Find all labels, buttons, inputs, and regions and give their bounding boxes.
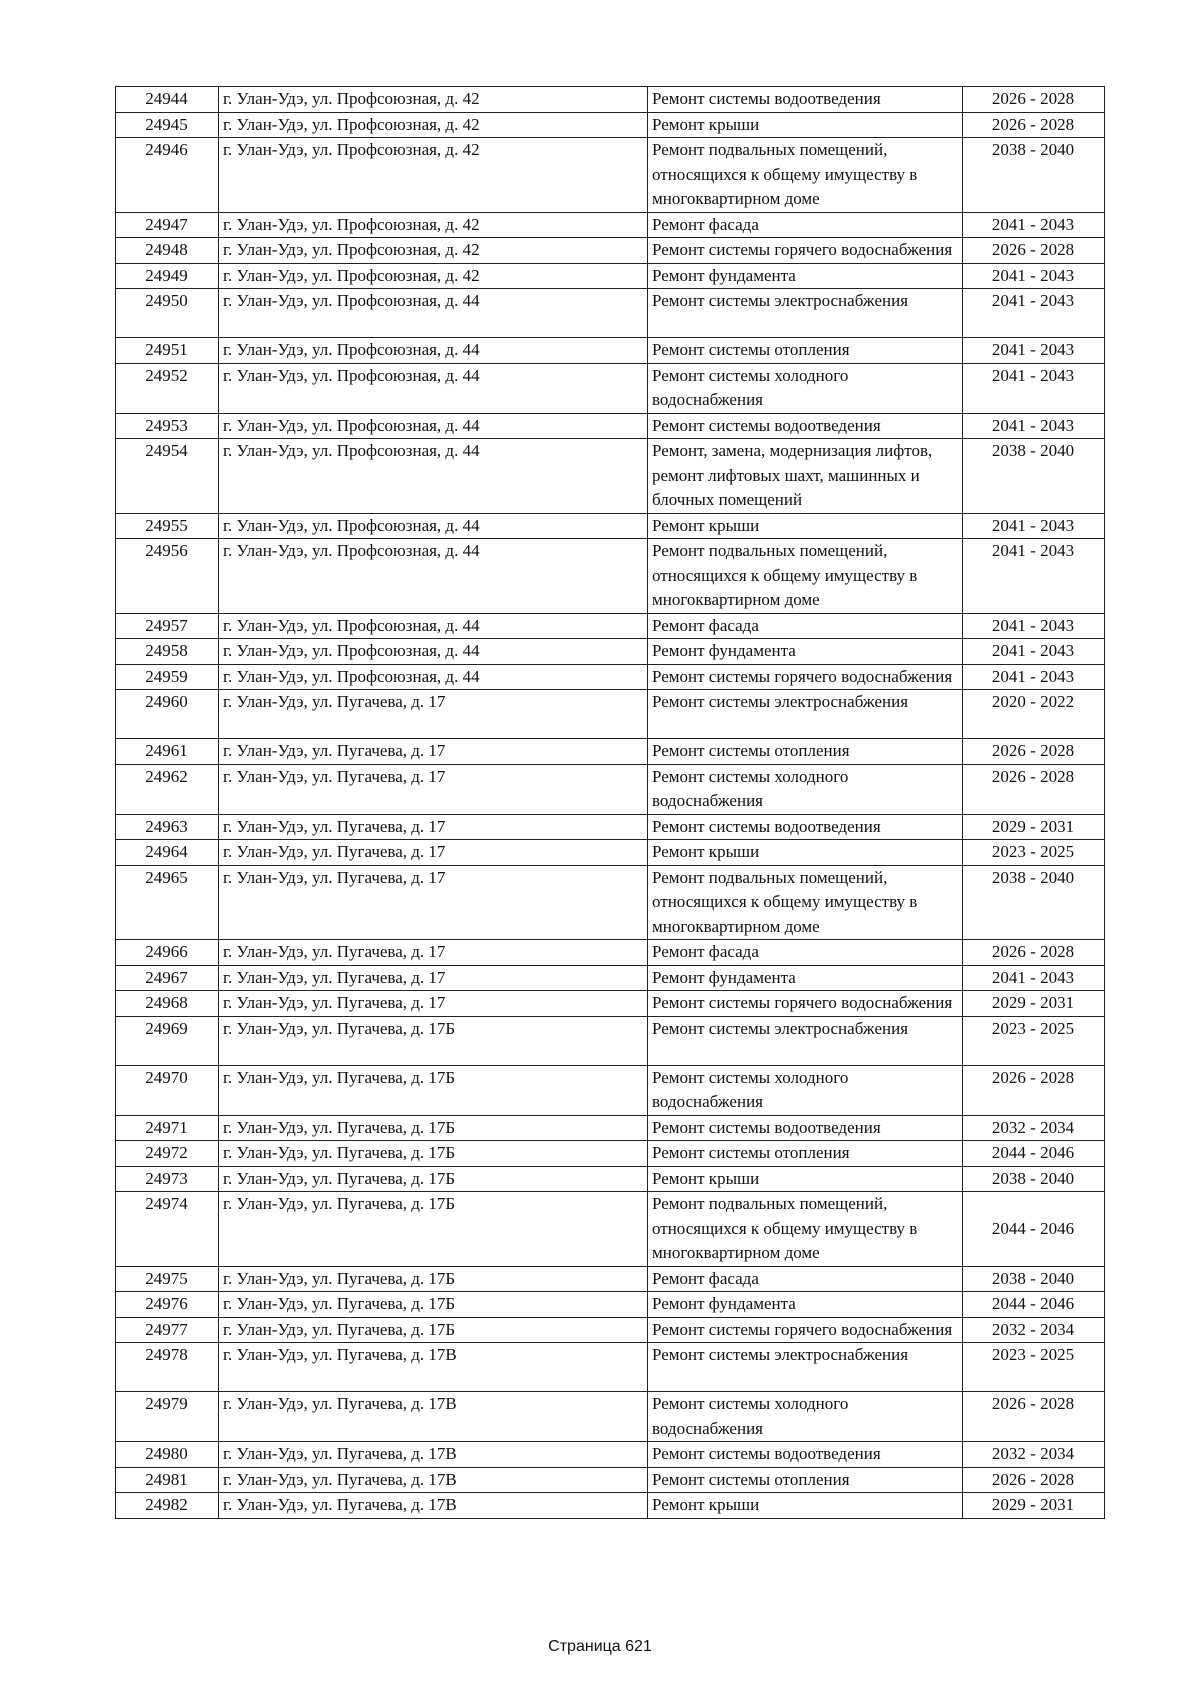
row-id-cell: 24973 <box>116 1166 219 1192</box>
row-id-cell: 24971 <box>116 1115 219 1141</box>
years-cell: 2026 - 2028 <box>963 940 1105 966</box>
address-cell: г. Улан-Удэ, ул. Профсоюзная, д. 42 <box>219 112 648 138</box>
work-type-cell: Ремонт системы электроснабжения <box>648 289 963 338</box>
row-id-cell: 24965 <box>116 865 219 940</box>
table-row <box>116 1467 1105 1493</box>
years-cell: 2041 - 2043 <box>963 664 1105 690</box>
years-cell: 2026 - 2028 <box>963 739 1105 765</box>
row-id-cell: 24967 <box>116 965 219 991</box>
address-cell: г. Улан-Удэ, ул. Профсоюзная, д. 42 <box>219 87 648 113</box>
work-type-cell: Ремонт подвальных помещений, относящихся к общему имуществу в многоквартирном доме <box>648 1192 963 1267</box>
years-cell: 2020 - 2022 <box>963 690 1105 739</box>
work-type-cell: Ремонт подвальных помещений, относящихся к общему имуществу в многоквартирном доме <box>648 138 963 213</box>
table-row <box>116 338 1105 364</box>
address-cell: г. Улан-Удэ, ул. Профсоюзная, д. 44 <box>219 513 648 539</box>
address-cell: г. Улан-Удэ, ул. Пугачева, д. 17 <box>219 739 648 765</box>
row-id-cell: 24974 <box>116 1192 219 1267</box>
row-id-cell: 24966 <box>116 940 219 966</box>
table-row <box>116 1016 1105 1065</box>
address-cell: г. Улан-Удэ, ул. Пугачева, д. 17В <box>219 1467 648 1493</box>
work-type-cell: Ремонт фасада <box>648 613 963 639</box>
row-id-cell: 24951 <box>116 338 219 364</box>
address-cell: г. Улан-Удэ, ул. Пугачева, д. 17В <box>219 1442 648 1468</box>
work-type-cell: Ремонт, замена, модернизация лифтов, ремонт лифтовых шахт, машинных и блочных помещений <box>648 439 963 514</box>
years-cell: 2041 - 2043 <box>963 513 1105 539</box>
years-cell: 2023 - 2025 <box>963 1016 1105 1065</box>
row-id-cell: 24948 <box>116 238 219 264</box>
table-row <box>116 289 1105 338</box>
table-row <box>116 238 1105 264</box>
table-row <box>116 1065 1105 1115</box>
work-type-cell: Ремонт системы водоотведения <box>648 87 963 113</box>
row-id-cell: 24952 <box>116 363 219 413</box>
years-cell: 2041 - 2043 <box>963 613 1105 639</box>
address-cell: г. Улан-Удэ, ул. Пугачева, д. 17 <box>219 690 648 739</box>
work-type-cell: Ремонт системы горячего водоснабжения <box>648 664 963 690</box>
address-cell: г. Улан-Удэ, ул. Пугачева, д. 17В <box>219 1343 648 1392</box>
row-id-cell: 24956 <box>116 539 219 614</box>
row-id-cell: 24979 <box>116 1392 219 1442</box>
row-id-cell: 24976 <box>116 1292 219 1318</box>
table-row <box>116 814 1105 840</box>
page-number: Страница 621 <box>548 1638 652 1655</box>
work-type-cell: Ремонт крыши <box>648 112 963 138</box>
address-cell: г. Улан-Удэ, ул. Профсоюзная, д. 44 <box>219 289 648 338</box>
repair-schedule-table <box>115 86 1105 1519</box>
work-type-cell: Ремонт фундамента <box>648 263 963 289</box>
years-cell: 2041 - 2043 <box>963 639 1105 665</box>
years-cell: 2041 - 2043 <box>963 539 1105 614</box>
years-cell: 2026 - 2028 <box>963 1392 1105 1442</box>
work-type-cell: Ремонт крыши <box>648 513 963 539</box>
address-cell: г. Улан-Удэ, ул. Пугачева, д. 17Б <box>219 1292 648 1318</box>
years-cell: 2029 - 2031 <box>963 814 1105 840</box>
work-type-cell: Ремонт фундамента <box>648 1292 963 1318</box>
years-cell: 2041 - 2043 <box>963 338 1105 364</box>
address-cell: г. Улан-Удэ, ул. Пугачева, д. 17Б <box>219 1166 648 1192</box>
table-row <box>116 112 1105 138</box>
work-type-cell: Ремонт крыши <box>648 840 963 866</box>
address-cell: г. Улан-Удэ, ул. Пугачева, д. 17Б <box>219 1115 648 1141</box>
work-type-cell: Ремонт системы отопления <box>648 1467 963 1493</box>
work-type-cell: Ремонт системы холодного водоснабжения <box>648 1065 963 1115</box>
table-row <box>116 664 1105 690</box>
address-cell: г. Улан-Удэ, ул. Пугачева, д. 17Б <box>219 1317 648 1343</box>
work-type-cell: Ремонт системы электроснабжения <box>648 1343 963 1392</box>
row-id-cell: 24970 <box>116 1065 219 1115</box>
table-row <box>116 1317 1105 1343</box>
years-cell: 2038 - 2040 <box>963 439 1105 514</box>
work-type-cell: Ремонт системы водоотведения <box>648 1442 963 1468</box>
table-row <box>116 87 1105 113</box>
table-row <box>116 764 1105 814</box>
work-type-cell: Ремонт системы горячего водоснабжения <box>648 1317 963 1343</box>
row-id-cell: 24977 <box>116 1317 219 1343</box>
row-id-cell: 24972 <box>116 1141 219 1167</box>
work-type-cell: Ремонт системы электроснабжения <box>648 690 963 739</box>
address-cell: г. Улан-Удэ, ул. Профсоюзная, д. 42 <box>219 238 648 264</box>
table-row <box>116 539 1105 614</box>
row-id-cell: 24981 <box>116 1467 219 1493</box>
table-row <box>116 513 1105 539</box>
work-type-cell: Ремонт системы горячего водоснабжения <box>648 238 963 264</box>
table-row <box>116 639 1105 665</box>
row-id-cell: 24961 <box>116 739 219 765</box>
address-cell: г. Улан-Удэ, ул. Пугачева, д. 17 <box>219 840 648 866</box>
row-id-cell: 24964 <box>116 840 219 866</box>
row-id-cell: 24957 <box>116 613 219 639</box>
work-type-cell: Ремонт крыши <box>648 1493 963 1519</box>
row-id-cell: 24962 <box>116 764 219 814</box>
years-cell: 2026 - 2028 <box>963 1065 1105 1115</box>
row-id-cell: 24982 <box>116 1493 219 1519</box>
table-row <box>116 840 1105 866</box>
row-id-cell: 24968 <box>116 991 219 1017</box>
work-type-cell: Ремонт фундамента <box>648 965 963 991</box>
row-id-cell: 24980 <box>116 1442 219 1468</box>
years-cell: 2026 - 2028 <box>963 1467 1105 1493</box>
work-type-cell: Ремонт фундамента <box>648 639 963 665</box>
years-cell: 2023 - 2025 <box>963 840 1105 866</box>
address-cell: г. Улан-Удэ, ул. Пугачева, д. 17 <box>219 991 648 1017</box>
work-type-cell: Ремонт системы холодного водоснабжения <box>648 363 963 413</box>
work-type-cell: Ремонт системы отопления <box>648 739 963 765</box>
table-row <box>116 1292 1105 1318</box>
work-type-cell: Ремонт подвальных помещений, относящихся к общему имуществу в многоквартирном доме <box>648 865 963 940</box>
table-row <box>116 363 1105 413</box>
table-row <box>116 690 1105 739</box>
work-type-cell: Ремонт подвальных помещений, относящихся к общему имуществу в многоквартирном доме <box>648 539 963 614</box>
address-cell: г. Улан-Удэ, ул. Пугачева, д. 17В <box>219 1392 648 1442</box>
address-cell: г. Улан-Удэ, ул. Профсоюзная, д. 44 <box>219 664 648 690</box>
years-cell: 2032 - 2034 <box>963 1442 1105 1468</box>
years-cell: 2038 - 2040 <box>963 138 1105 213</box>
row-id-cell: 24969 <box>116 1016 219 1065</box>
years-cell: 2029 - 2031 <box>963 991 1105 1017</box>
work-type-cell: Ремонт системы водоотведения <box>648 413 963 439</box>
address-cell: г. Улан-Удэ, ул. Пугачева, д. 17 <box>219 965 648 991</box>
years-cell: 2026 - 2028 <box>963 112 1105 138</box>
address-cell: г. Улан-Удэ, ул. Профсоюзная, д. 44 <box>219 539 648 614</box>
table-row <box>116 991 1105 1017</box>
row-id-cell: 24944 <box>116 87 219 113</box>
table-row <box>116 1141 1105 1167</box>
table-row <box>116 965 1105 991</box>
address-cell: г. Улан-Удэ, ул. Пугачева, д. 17Б <box>219 1065 648 1115</box>
table-row <box>116 263 1105 289</box>
work-type-cell: Ремонт системы водоотведения <box>648 1115 963 1141</box>
table-row <box>116 212 1105 238</box>
work-type-cell: Ремонт системы отопления <box>648 1141 963 1167</box>
address-cell: г. Улан-Удэ, ул. Пугачева, д. 17 <box>219 764 648 814</box>
years-cell: 2041 - 2043 <box>963 289 1105 338</box>
years-cell: 2023 - 2025 <box>963 1343 1105 1392</box>
row-id-cell: 24949 <box>116 263 219 289</box>
years-cell: 2041 - 2043 <box>963 212 1105 238</box>
years-cell: 2041 - 2043 <box>963 363 1105 413</box>
table-row <box>116 1192 1105 1267</box>
table-row <box>116 439 1105 514</box>
years-cell: 2041 - 2043 <box>963 263 1105 289</box>
address-cell: г. Улан-Удэ, ул. Профсоюзная, д. 44 <box>219 338 648 364</box>
table-row <box>116 1343 1105 1392</box>
years-cell: 2032 - 2034 <box>963 1317 1105 1343</box>
years-cell: 2041 - 2043 <box>963 965 1105 991</box>
years-cell: 2026 - 2028 <box>963 87 1105 113</box>
row-id-cell: 24959 <box>116 664 219 690</box>
years-cell: 2029 - 2031 <box>963 1493 1105 1519</box>
address-cell: г. Улан-Удэ, ул. Профсоюзная, д. 44 <box>219 413 648 439</box>
table-row <box>116 1493 1105 1519</box>
work-type-cell: Ремонт системы отопления <box>648 338 963 364</box>
work-type-cell: Ремонт системы водоотведения <box>648 814 963 840</box>
address-cell: г. Улан-Удэ, ул. Профсоюзная, д. 42 <box>219 138 648 213</box>
table-row <box>116 1442 1105 1468</box>
table-row <box>116 739 1105 765</box>
table-row <box>116 1392 1105 1442</box>
row-id-cell: 24953 <box>116 413 219 439</box>
address-cell: г. Улан-Удэ, ул. Профсоюзная, д. 44 <box>219 363 648 413</box>
row-id-cell: 24947 <box>116 212 219 238</box>
years-cell: 2044 - 2046 <box>963 1292 1105 1318</box>
address-cell: г. Улан-Удэ, ул. Пугачева, д. 17 <box>219 940 648 966</box>
address-cell: г. Улан-Удэ, ул. Профсоюзная, д. 44 <box>219 439 648 514</box>
table-row <box>116 413 1105 439</box>
years-cell: 2026 - 2028 <box>963 764 1105 814</box>
address-cell: г. Улан-Удэ, ул. Пугачева, д. 17Б <box>219 1141 648 1167</box>
address-cell: г. Улан-Удэ, ул. Пугачева, д. 17Б <box>219 1266 648 1292</box>
row-id-cell: 24946 <box>116 138 219 213</box>
table-row <box>116 1115 1105 1141</box>
row-id-cell: 24963 <box>116 814 219 840</box>
row-id-cell: 24958 <box>116 639 219 665</box>
row-id-cell: 24975 <box>116 1266 219 1292</box>
years-cell: 2032 - 2034 <box>963 1115 1105 1141</box>
row-id-cell: 24955 <box>116 513 219 539</box>
work-type-cell: Ремонт системы холодного водоснабжения <box>648 764 963 814</box>
row-id-cell: 24960 <box>116 690 219 739</box>
row-id-cell: 24954 <box>116 439 219 514</box>
table-row <box>116 940 1105 966</box>
years-cell: 2044 - 2046 <box>963 1141 1105 1167</box>
table-row <box>116 138 1105 213</box>
years-cell: 2041 - 2043 <box>963 413 1105 439</box>
row-id-cell: 24978 <box>116 1343 219 1392</box>
address-cell: г. Улан-Удэ, ул. Профсоюзная, д. 44 <box>219 639 648 665</box>
years-cell: 2044 - 2046 <box>963 1192 1105 1267</box>
table-row <box>116 1166 1105 1192</box>
row-id-cell: 24950 <box>116 289 219 338</box>
work-type-cell: Ремонт системы электроснабжения <box>648 1016 963 1065</box>
row-id-cell: 24945 <box>116 112 219 138</box>
work-type-cell: Ремонт фасада <box>648 1266 963 1292</box>
table-row <box>116 1266 1105 1292</box>
address-cell: г. Улан-Удэ, ул. Пугачева, д. 17Б <box>219 1192 648 1267</box>
work-type-cell: Ремонт системы горячего водоснабжения <box>648 991 963 1017</box>
table-body <box>116 87 1105 1519</box>
address-cell: г. Улан-Удэ, ул. Пугачева, д. 17 <box>219 814 648 840</box>
address-cell: г. Улан-Удэ, ул. Пугачева, д. 17 <box>219 865 648 940</box>
address-cell: г. Улан-Удэ, ул. Профсоюзная, д. 44 <box>219 613 648 639</box>
work-type-cell: Ремонт системы холодного водоснабжения <box>648 1392 963 1442</box>
table-row <box>116 613 1105 639</box>
years-cell: 2038 - 2040 <box>963 865 1105 940</box>
address-cell: г. Улан-Удэ, ул. Профсоюзная, д. 42 <box>219 263 648 289</box>
table-row <box>116 865 1105 940</box>
years-cell: 2038 - 2040 <box>963 1266 1105 1292</box>
address-cell: г. Улан-Удэ, ул. Пугачева, д. 17В <box>219 1493 648 1519</box>
years-cell: 2026 - 2028 <box>963 238 1105 264</box>
address-cell: г. Улан-Удэ, ул. Профсоюзная, д. 42 <box>219 212 648 238</box>
work-type-cell: Ремонт крыши <box>648 1166 963 1192</box>
address-cell: г. Улан-Удэ, ул. Пугачева, д. 17Б <box>219 1016 648 1065</box>
work-type-cell: Ремонт фасада <box>648 212 963 238</box>
work-type-cell: Ремонт фасада <box>648 940 963 966</box>
years-cell: 2038 - 2040 <box>963 1166 1105 1192</box>
